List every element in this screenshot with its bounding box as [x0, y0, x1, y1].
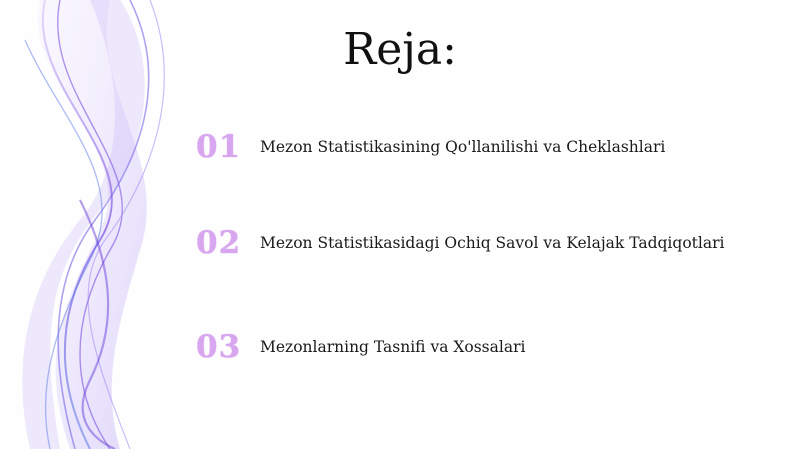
item-number: 03: [196, 329, 242, 365]
list-item: [196, 125, 665, 169]
item-text: Mezonlarning Tasnifi va Xossalari: [260, 338, 526, 356]
page-title: Reja:: [343, 24, 457, 75]
item-number: 02: [196, 225, 242, 261]
item-text: Mezon Statistikasining Qo'llanilishi va Cheklashlari: [260, 138, 666, 156]
list-item: [196, 221, 724, 265]
list-item: [196, 325, 525, 369]
purple-smoke-decoration: [0, 0, 210, 449]
item-number: 01: [196, 129, 242, 165]
item-text: Mezon Statistikasidagi Ochiq Savol va Kelajak Tadqiqotlari: [260, 234, 725, 252]
